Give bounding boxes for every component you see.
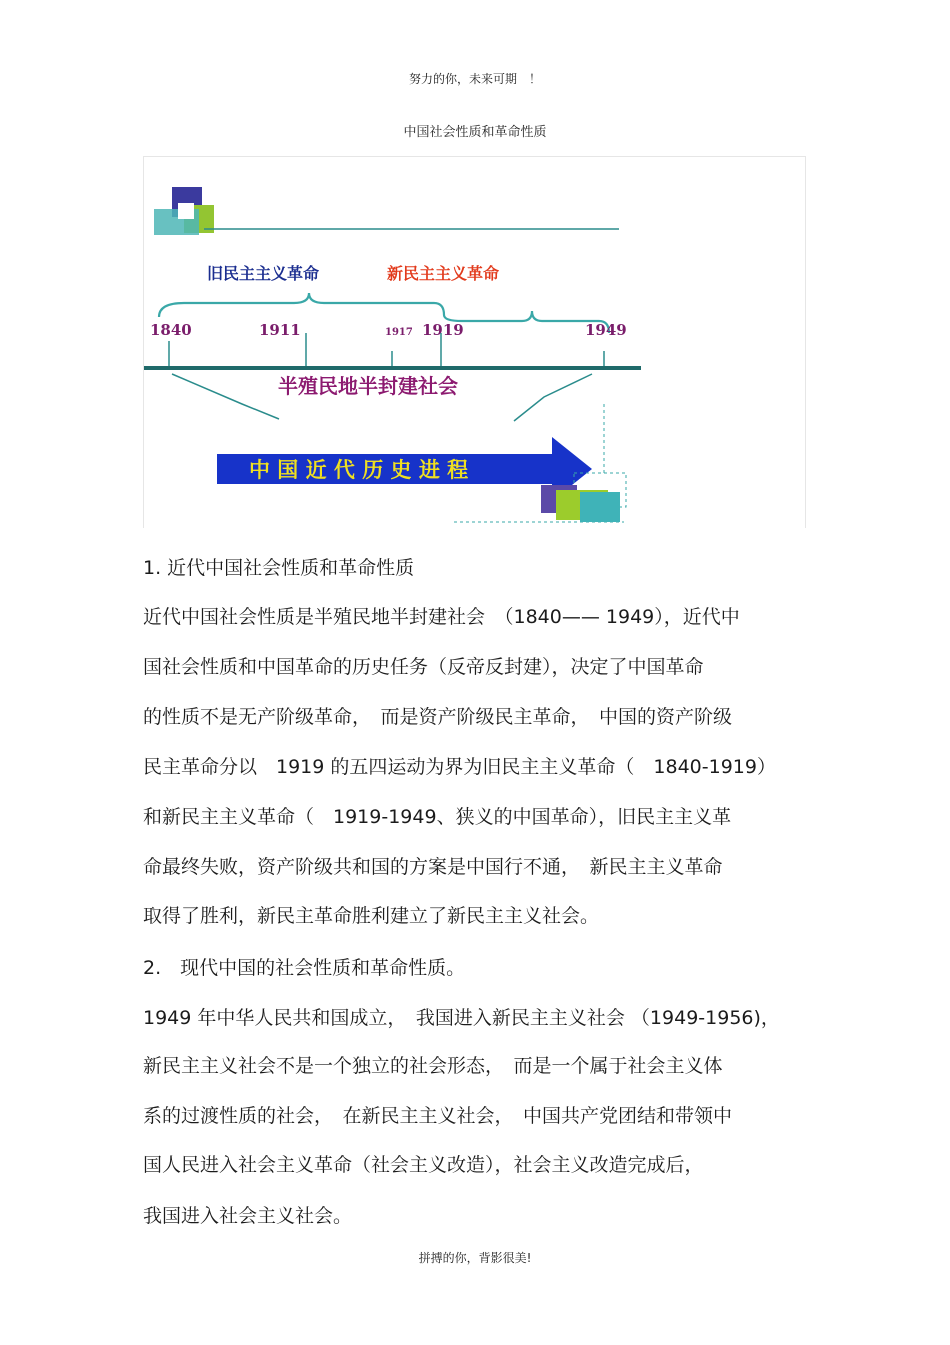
section-2-line-5: 我国进入社会主义社会。 (143, 1205, 353, 1227)
timeline-diagram (144, 157, 805, 528)
section-1-line-2: 国社会性质和中国革命的历史任务（反帝反封建），决定了中国革命 (143, 656, 704, 678)
section-1-line-3: 的性质不是无产阶级革命， 而是资产阶级民主革命， 中国的资产阶级 (143, 706, 733, 728)
footer-motto: 拼搏的你，背影很美! (418, 1251, 532, 1265)
year-1840: 1840 (150, 321, 192, 339)
section-1-line-5: 和新民主主义革命（ 1919-1949、狭义的中国革命），旧民主主义革 (143, 806, 732, 828)
section-1-line-4: 民主革命分以 1919 的五四运动为界为旧民主主义革命（ 1840-1919） (143, 756, 776, 778)
section-1-line-1: 近代中国社会性质是半殖民地半封建社会 （1840—— 1949），近代中 (143, 606, 740, 628)
section-1-line-6: 命最终失败，资产阶级共和国的方案是中国行不通， 新民主主义革命 (143, 856, 723, 878)
section-2-line-4: 国人民进入社会主义革命（社会主义改造），社会主义改造完成后， (143, 1154, 704, 1176)
old-revolution-brace (159, 293, 444, 317)
old-revolution-label: 旧民主主义革命 (207, 264, 320, 283)
section-2-line-1: 1949 年中华人民共和国成立， 我国进入新民主主义社会 （1949-1956)， (143, 1007, 780, 1029)
section-2-line-2: 新民主主义社会不是一个独立的社会形态， 而是一个属于社会主义体 (143, 1055, 723, 1077)
new-revolution-label: 新民主主义革命 (387, 264, 500, 283)
timeline-figure (143, 156, 806, 528)
decor-square-cyan (580, 492, 620, 522)
section-1-line-7: 取得了胜利，新民主革命胜利建立了新民主主义社会。 (143, 905, 600, 927)
header-motto: 努力的你，未来可期 ！ (408, 72, 541, 86)
funnel-line-right (514, 374, 592, 421)
year-1919: 1919 (422, 321, 464, 339)
funnel-line-left (172, 374, 279, 419)
arrow-label: 中 国 近 代 历 史 进 程 (249, 457, 469, 482)
timeline-axis (144, 366, 641, 370)
document-title: 中国社会性质和革命性质 (403, 125, 547, 140)
section-2-heading: 2. 现代中国的社会性质和革命性质。 (143, 957, 466, 979)
year-1917: 1917 (385, 327, 413, 338)
society-label: 半殖民地半封建社会 (278, 374, 458, 398)
section-2-line-3: 系的过渡性质的社会， 在新民主主义社会， 中国共产党团结和带领中 (143, 1105, 733, 1127)
document-body (143, 555, 808, 1235)
section-1-heading: 1. 近代中国社会性质和革命性质 (143, 557, 415, 579)
year-1911: 1911 (259, 321, 301, 339)
year-1949: 1949 (585, 321, 627, 339)
decor-square-white (178, 203, 194, 219)
